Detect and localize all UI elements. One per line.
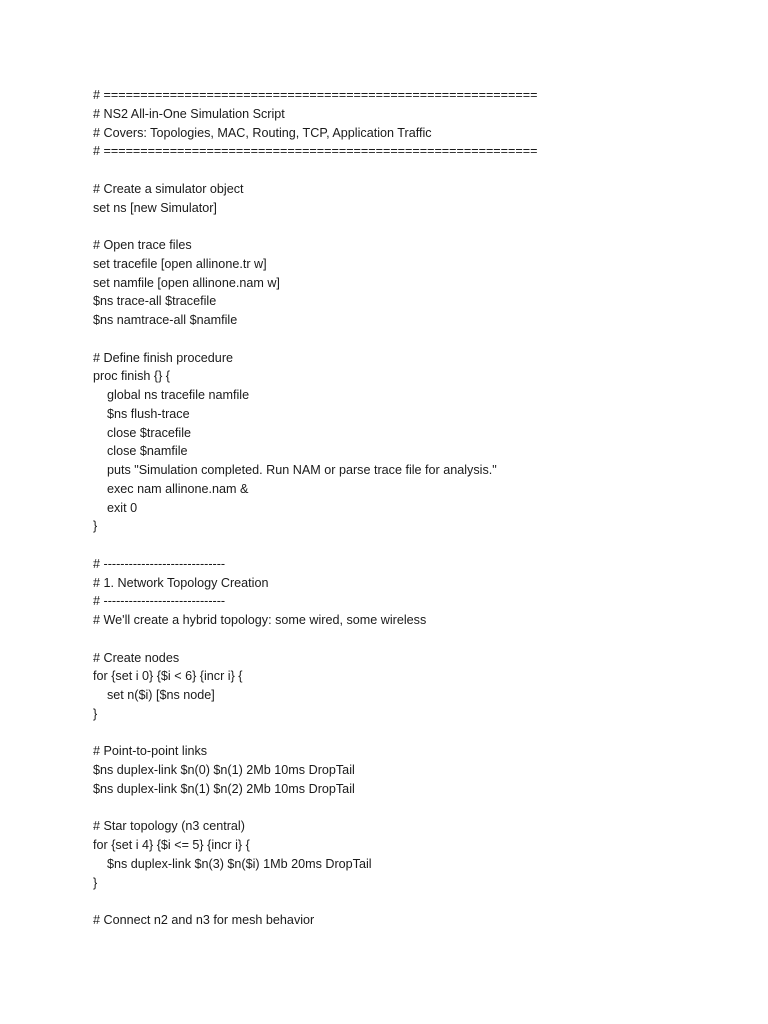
code-line: set tracefile [open allinone.tr w] bbox=[93, 256, 267, 271]
code-line: close $namfile bbox=[93, 444, 188, 459]
blank-line bbox=[93, 217, 733, 236]
script-subtitle: # Covers: Topologies, MAC, Routing, TCP, Application Traffic bbox=[93, 125, 432, 140]
comment-line: # =========================================================== bbox=[93, 88, 538, 102]
comment-line: # Create nodes bbox=[93, 650, 180, 665]
code-line: for {set i 4} {$i <= 5} {incr i} { bbox=[93, 838, 250, 852]
code-line: exit 0 bbox=[93, 500, 138, 515]
code-line: $ns flush-trace bbox=[93, 406, 190, 421]
comment-line: # Point-to-point links bbox=[93, 744, 208, 759]
comment-line: # Define finish procedure bbox=[93, 350, 234, 365]
comment-line: # Connect n2 and n3 for mesh behavior bbox=[93, 913, 315, 927]
blank-line bbox=[93, 630, 733, 649]
comment-line: # =========================================================== bbox=[93, 144, 538, 159]
blank-line bbox=[93, 799, 733, 818]
blank-line bbox=[93, 724, 733, 743]
section-heading: # 1. Network Topology Creation bbox=[93, 575, 269, 590]
code-line: $ns namtrace-all $namfile bbox=[93, 313, 238, 327]
code-line: set namfile [open allinone.nam w] bbox=[93, 275, 280, 290]
code-line: proc finish {} { bbox=[93, 369, 171, 384]
code-line: } bbox=[93, 519, 98, 534]
script-title: # NS2 All-in-One Simulation Script bbox=[93, 106, 285, 121]
blank-line bbox=[93, 536, 733, 555]
code-line: set ns [new Simulator] bbox=[93, 200, 217, 215]
script-text-body bbox=[93, 86, 733, 930]
blank-line bbox=[93, 161, 733, 180]
code-line: $ns trace-all $tracefile bbox=[93, 294, 217, 309]
comment-line: # ----------------------------- bbox=[93, 556, 226, 571]
code-line: global ns tracefile namfile bbox=[93, 388, 250, 402]
blank-line bbox=[93, 892, 733, 911]
code-line: close $tracefile bbox=[93, 425, 191, 440]
code-line: exec nam allinone.nam & bbox=[93, 481, 249, 496]
comment-line: # We'll create a hybrid topology: some wired, some wireless bbox=[93, 613, 427, 627]
code-line: $ns duplex-link $n(1) $n(2) 2Mb 10ms DropTail bbox=[93, 781, 355, 796]
blank-line bbox=[93, 330, 733, 349]
comment-line: # Star topology (n3 central) bbox=[93, 819, 245, 834]
code-line: for {set i 0} {$i < 6} {incr i} { bbox=[93, 669, 243, 684]
code-line: } bbox=[93, 875, 98, 890]
code-line: } bbox=[93, 706, 98, 721]
code-line: $ns duplex-link $n(3) $n($i) 1Mb 20ms DropTail bbox=[93, 856, 372, 871]
comment-line: # ----------------------------- bbox=[93, 594, 226, 609]
comment-line: # Create a simulator object bbox=[93, 181, 244, 196]
code-line: set n($i) [$ns node] bbox=[93, 688, 215, 702]
code-line: $ns duplex-link $n(0) $n(1) 2Mb 10ms DropTail bbox=[93, 763, 355, 777]
code-line: puts "Simulation completed. Run NAM or parse trace file for analysis." bbox=[93, 463, 497, 477]
comment-line: # Open trace files bbox=[93, 238, 192, 252]
